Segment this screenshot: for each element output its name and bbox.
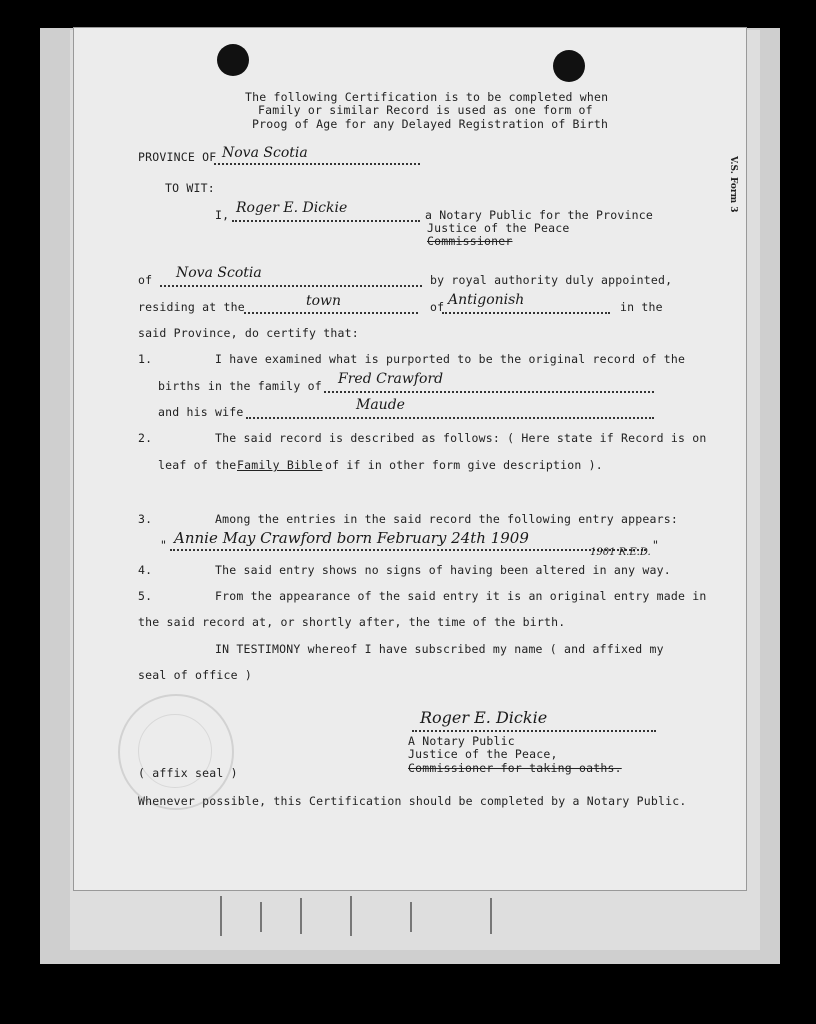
wife-value: Maude bbox=[356, 397, 405, 413]
family-value: Fred Crawford bbox=[338, 371, 444, 387]
wife-field-line bbox=[246, 417, 654, 419]
certify-text: said Province, do certify that: bbox=[138, 326, 359, 340]
item-3-text: Among the entries in the said record the following entry appears: bbox=[215, 512, 679, 526]
to-wit-label: TO WIT: bbox=[165, 181, 215, 195]
signature-field-line bbox=[412, 730, 656, 732]
signature-role-1: A Notary Public bbox=[408, 734, 515, 748]
appointment-text: by royal authority duly appointed, bbox=[430, 273, 673, 287]
of-field-line bbox=[160, 285, 422, 287]
notary-role-line-1: a Notary Public for the Province bbox=[425, 208, 653, 222]
i-prefix: I, bbox=[215, 208, 230, 222]
form-number: V.S. Form 3 bbox=[728, 156, 738, 213]
of-value: Nova Scotia bbox=[176, 265, 262, 281]
affix-seal-label: ( affix seal ) bbox=[138, 766, 238, 780]
signature-role-3: Commissioner for taking oaths. bbox=[408, 761, 622, 775]
entry-quote-close: " bbox=[652, 538, 660, 552]
family-field-line bbox=[324, 391, 654, 393]
entry-quote-open: " bbox=[160, 538, 168, 552]
testimony-line-2: seal of office ) bbox=[138, 668, 252, 682]
header-line-1: The following Certification is to be completed when bbox=[245, 90, 609, 104]
signature-role-2: Justice of the Peace, bbox=[408, 747, 558, 761]
signature-value: Roger E. Dickie bbox=[420, 708, 548, 727]
notary-name-value: Roger E. Dickie bbox=[236, 200, 348, 216]
footer-note: Whenever possible, this Certification should be completed by a Notary Public. bbox=[138, 794, 687, 808]
item-5-line-2: the said record at, or shortly after, the time of the birth. bbox=[138, 615, 566, 629]
item-4-text: The said entry shows no signs of having been altered in any way. bbox=[215, 563, 671, 577]
form-number-tab bbox=[716, 156, 740, 226]
item-2-line2-a: leaf of the bbox=[158, 458, 237, 472]
entry-correction: 1901 R.E.D. bbox=[590, 547, 651, 558]
wife-label: and his wife bbox=[158, 405, 244, 419]
item-2-line2-c: of if in other form give description ). bbox=[325, 458, 603, 472]
item-2-text: The said record is described as follows: ( Here state if Record is on bbox=[215, 431, 707, 445]
residing-type-value: town bbox=[306, 293, 342, 309]
province-field-line bbox=[214, 163, 420, 165]
item-4-number: 4. bbox=[138, 563, 153, 577]
residing-label: residing at the bbox=[138, 300, 245, 314]
underlying-form-strip bbox=[80, 892, 740, 952]
notary-role-line-3: Commissioner bbox=[427, 234, 513, 248]
residing-place-value: Antigonish bbox=[448, 292, 525, 308]
item-1-number: 1. bbox=[138, 352, 153, 366]
residing-type-field-line bbox=[244, 312, 418, 314]
testimony-line-1: IN TESTIMONY whereof I have subscribed my name ( and affixed my bbox=[215, 642, 664, 656]
of-label: of bbox=[138, 273, 153, 287]
header-line-3: Proog of Age for any Delayed Registration of Birth bbox=[252, 117, 609, 131]
residing-place-field-line bbox=[442, 312, 610, 314]
header-line-2: Family or similar Record is used as one form of bbox=[258, 103, 593, 117]
family-label: births in the family of bbox=[158, 379, 322, 393]
notary-seal-embossing bbox=[118, 694, 234, 810]
item-2-family-bible: Family Bible bbox=[237, 458, 323, 472]
item-1-text: I have examined what is purported to be the original record of the bbox=[215, 352, 686, 366]
province-value: Nova Scotia bbox=[222, 145, 308, 161]
entry-field-line bbox=[170, 549, 646, 551]
item-5-text: From the appearance of the said entry it is an original entry made in bbox=[215, 589, 707, 603]
residing-of-label: of bbox=[430, 300, 445, 314]
province-label: PROVINCE OF bbox=[138, 150, 217, 164]
notary-name-field-line bbox=[232, 220, 420, 222]
entry-value: Annie May Crawford born February 24th 1909 bbox=[174, 529, 529, 547]
item-3-number: 3. bbox=[138, 512, 153, 526]
item-2-number: 2. bbox=[138, 431, 153, 445]
residing-suffix: in the bbox=[620, 300, 663, 314]
punch-hole-left bbox=[217, 44, 249, 76]
punch-hole-right bbox=[553, 50, 585, 82]
notary-role-line-2: Justice of the Peace bbox=[427, 221, 570, 235]
item-5-number: 5. bbox=[138, 589, 153, 603]
